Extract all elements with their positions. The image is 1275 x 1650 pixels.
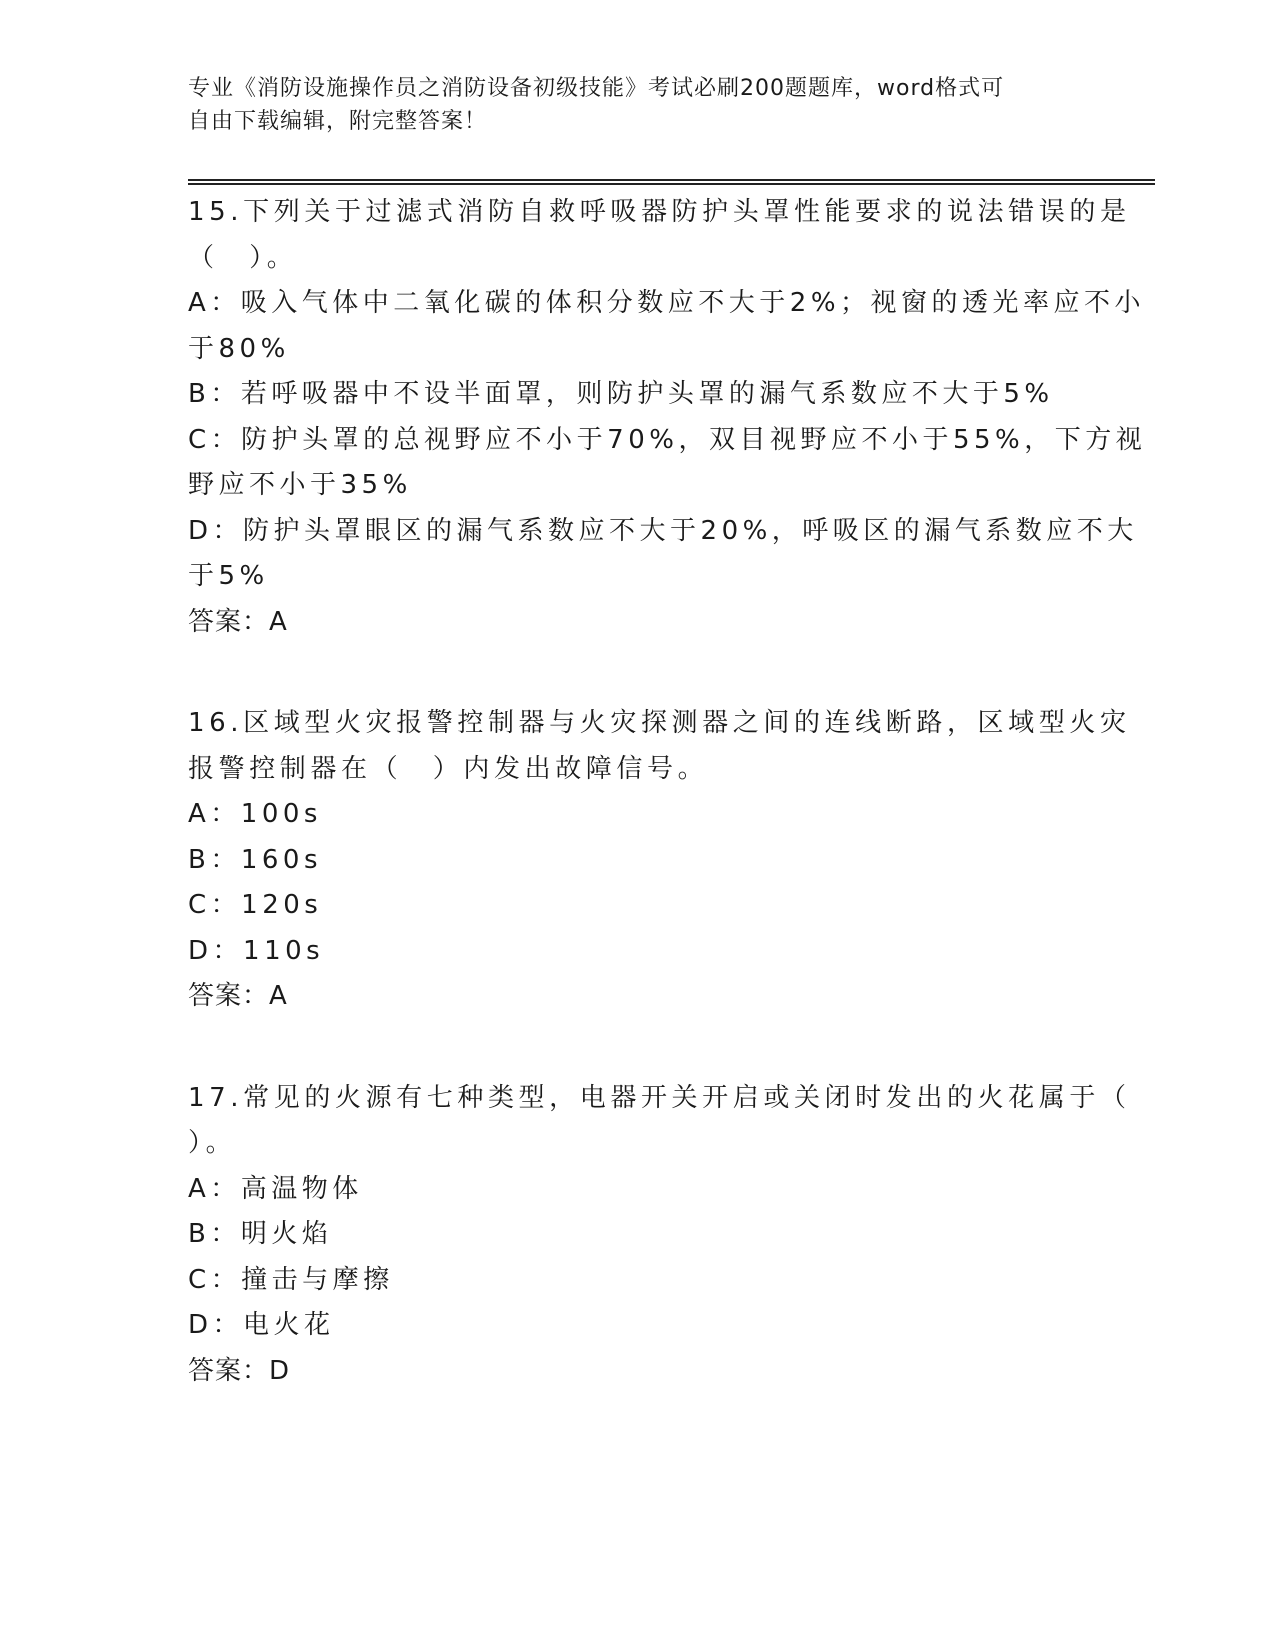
question-17 [188,1076,1131,1395]
stem-line: 16.区域型火灾报警控制器与火灾探测器之间的连线断路，区域型火灾 [188,708,1131,738]
option-line: B：若呼吸器中不设半面罩，则防护头罩的漏气系数应不大于5% [188,379,1054,409]
question-list [188,190,1147,1450]
answer-label: 答案：A [188,606,288,637]
question-stem [188,701,1131,792]
option-a: A：高温物体 [188,1173,363,1204]
header-line-1: 专业《消防设施操作员之消防设备初级技能》考试必刷200题题库，word格式可 [188,76,1005,101]
option-a: A：100s [188,799,322,829]
stem-line: 17.常见的火源有七种类型，电器开关开启或关闭时发出的火花属于（ [188,1082,1131,1113]
stem-line: ）。 [188,1128,237,1158]
option-c [188,418,1147,509]
option-a [188,281,1146,372]
option-b: B：160s [188,844,323,875]
document-header [188,72,1068,138]
option-c: C：120s [188,890,323,920]
stem-line: 15.下列关于过滤式消防自救呼吸器防护头罩性能要求的说法错误的是 [188,197,1131,227]
header-line-2: 自由下载编辑，附完整答案！ [188,109,488,134]
option-c: C：撞击与摩擦 [188,1264,394,1295]
option-line: 于80% [188,333,290,364]
question-16 [188,701,1131,1020]
question-stem [188,190,1131,281]
stem-line: （ ）。 [188,242,298,273]
question-stem [188,1076,1131,1167]
option-d: D：110s [188,935,325,966]
header-divider-thick [188,183,1155,185]
header-divider-thin [188,179,1155,181]
answer-label: 答案：A [188,981,288,1011]
stem-line: 报警控制器在（ ）内发出故障信号。 [188,753,709,784]
question-15 [188,190,1147,645]
answer-label: 答案：D [188,1355,291,1386]
option-b: B：明火焰 [188,1219,333,1249]
option-line: 于5% [188,561,269,591]
option-line: 野应不小于35% [188,470,412,500]
option-d: D：电火花 [188,1310,335,1340]
option-b [188,372,1088,418]
option-line: A：吸入气体中二氧化碳的体积分数应不大于2%；视窗的透光率应不小 [188,288,1146,318]
option-d [188,509,1138,600]
option-line: C：防护头罩的总视野应不小于70%，双目视野应不小于55%，下方视 [188,424,1147,455]
option-line: D：防护头罩眼区的漏气系数应不大于20%，呼吸区的漏气系数应不大 [188,515,1138,546]
